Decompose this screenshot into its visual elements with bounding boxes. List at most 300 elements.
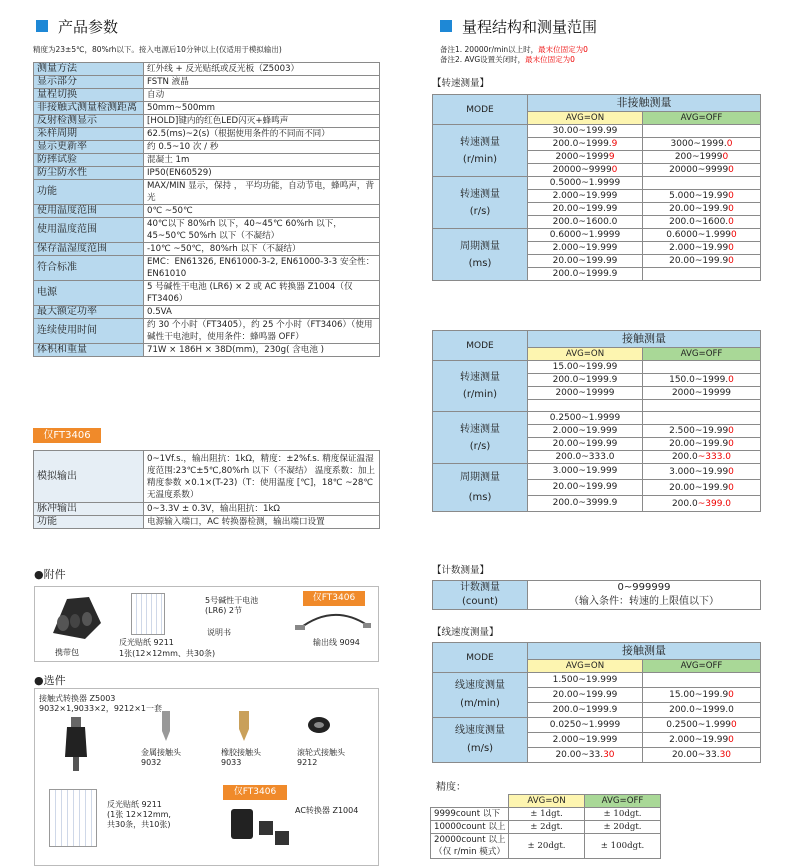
table-row — [431, 821, 661, 834]
spec-value: IP50(EN60529) — [144, 167, 380, 180]
range-cell: 200.0~1999.9 — [528, 268, 643, 281]
range-cell: 20.00~199.99 — [528, 255, 643, 268]
range-cell — [643, 361, 761, 374]
acc-ft3406-tag: 仅FT3406 — [303, 591, 365, 606]
range-cell: 200.0~1600.0 — [528, 216, 643, 229]
rps-cat-label: 转速测量 — [460, 423, 500, 435]
range-cell — [643, 203, 761, 216]
table-row — [34, 516, 380, 529]
spec-key: 电源 — [34, 281, 144, 306]
table-row — [34, 115, 380, 128]
ac-label: AC转换器 Z1004 — [295, 806, 359, 815]
accuracy-label: 精度： — [436, 782, 466, 793]
range-cell — [643, 688, 761, 703]
ft3406-key: 脉冲输出 — [34, 503, 144, 516]
range-cell — [643, 229, 761, 242]
range-cell — [528, 138, 643, 151]
range-cell: 2.000~19.999 — [528, 242, 643, 255]
range-cell: 200.0~1999.0 — [643, 703, 761, 718]
linear-table — [432, 642, 761, 763]
range-cell: 3.000~19.999 — [528, 464, 643, 480]
heading-square-icon — [440, 20, 452, 32]
metal-code: 9032 — [141, 758, 162, 767]
count-condition: （输入条件：转速的上限值以下） — [569, 596, 719, 607]
table-row — [34, 128, 380, 141]
opt-sticker-sub1: (1张 12×12mm, — [107, 810, 171, 819]
rps-unit: (r/s) — [469, 205, 491, 217]
wheel-tip-image — [307, 715, 331, 735]
accuracy-table — [430, 794, 661, 859]
spec-key: 显示更新率 — [34, 141, 144, 154]
ft3406-key: 功能 — [34, 516, 144, 529]
rps-category — [433, 177, 528, 229]
range-cell: 20.00~199.99 — [528, 438, 643, 451]
range-red: 0 — [728, 217, 734, 227]
noncontact-table — [432, 94, 761, 281]
battery-sub: (LR6) 2节 — [205, 606, 242, 615]
range-cell — [643, 164, 761, 177]
range-red: 0 — [728, 375, 734, 385]
range-red: ~399.0 — [697, 498, 732, 509]
mode-header: MODE — [433, 643, 528, 673]
table-row — [433, 464, 761, 480]
ft3406-key: 模拟输出 — [34, 451, 144, 503]
rubber-tip-image — [235, 709, 253, 743]
range-text: 200.0~1999. — [552, 139, 612, 149]
spec-value: 5 号碱性干电池 (LR6) × 2 或 AC 转换器 Z1004（仅 FT3406） — [144, 281, 380, 306]
table-row — [431, 795, 661, 808]
option-sticker-image — [49, 789, 97, 847]
accuracy-corner — [431, 795, 509, 808]
range-text: 200.0 — [671, 498, 698, 509]
range-cell: 0.0250~1.9999 — [528, 718, 643, 733]
spec-value: -10℃ ~50℃，80%rh 以下（不凝结） — [144, 243, 380, 256]
range-cell: 2.000~19.999 — [528, 425, 643, 438]
range-cell: 30.00~199.99 — [528, 125, 643, 138]
range-cell — [643, 748, 761, 763]
table-row — [433, 673, 761, 688]
period-unit: (ms) — [468, 257, 492, 269]
spec-key: 采样周期 — [34, 128, 144, 141]
table-row — [433, 95, 761, 112]
spec-key: 使用温度范围 — [34, 218, 144, 243]
ms-cat-label: 线速度测量 — [455, 725, 505, 736]
spec-value: EMC：EN61326, EN61000-3-2, EN61000-3-3 安全性：EN61010 — [144, 256, 380, 281]
spec-key: 连续使用时间 — [34, 319, 144, 344]
range-red: 9 — [611, 139, 618, 149]
range-cell — [528, 400, 643, 412]
range-text: 20.00~199.9 — [669, 439, 729, 449]
output-cable-image — [293, 607, 373, 637]
range-cell — [643, 151, 761, 164]
range-red: 0 — [728, 735, 734, 745]
ft3406-table — [33, 450, 380, 529]
range-text: 0.6000~1.999 — [666, 230, 732, 240]
range-red: 0 — [728, 191, 734, 201]
rpm-category — [433, 361, 528, 412]
table-row — [433, 718, 761, 733]
range-cell — [643, 242, 761, 255]
table-row — [431, 834, 661, 859]
noncontact-header: 非接触测量 — [528, 95, 761, 112]
ms-category — [433, 718, 528, 763]
table-row — [433, 229, 761, 242]
range-text: 20.00~199.9 — [669, 204, 729, 214]
range-cell — [528, 748, 643, 763]
period-category — [433, 229, 528, 281]
avg-off-header: AVG=OFF — [643, 348, 761, 361]
range-text: 2.000~19.99 — [669, 243, 729, 253]
range-cell: 15.00~199.99 — [528, 361, 643, 374]
rpm-cat-label: 转速测量 — [460, 372, 500, 383]
range-cell: 200.0~1999.9 — [528, 703, 643, 718]
rps-cat-label: 转速测量 — [460, 188, 500, 200]
range-text: 20.00~33. — [555, 750, 604, 760]
carry-case-image — [45, 593, 105, 643]
range-cell: 0.2500~1.9999 — [528, 412, 643, 425]
range-cell: 0.6000~1.9999 — [528, 229, 643, 242]
range-text: 20000~9999 — [669, 165, 729, 175]
count-cat-label: 计数测量 — [460, 582, 500, 593]
period-cat-label: 周期测量 — [460, 240, 500, 252]
sticker-label: 反光贴纸 9211 — [119, 638, 174, 647]
table-row — [34, 256, 380, 281]
acc-off-value: ± 20dgt. — [585, 821, 661, 834]
sticker-sheet-image — [131, 593, 165, 635]
count-range: 0~999999 — [617, 582, 671, 593]
table-row — [34, 63, 380, 76]
table-row — [34, 319, 380, 344]
wheel-code: 9212 — [297, 758, 318, 767]
range-note-1 — [440, 45, 588, 55]
table-row — [433, 361, 761, 374]
opt-sticker-sub2: 共30条，共10张) — [107, 820, 171, 829]
range-cell: 1.500~19.999 — [528, 673, 643, 688]
range-cell: 2.000~19.999 — [528, 733, 643, 748]
spec-value: 50mm~500mm — [144, 102, 380, 115]
table-row — [34, 344, 380, 357]
rpm-label: 【转速测量】 — [432, 78, 490, 89]
table-row — [34, 205, 380, 218]
spec-key: 反射检测显示 — [34, 115, 144, 128]
range-cell: 20.00~199.99 — [528, 480, 643, 496]
table-row — [34, 243, 380, 256]
spec-value: [HOLD]键内的红色LED闪灭+蜂鸣声 — [144, 115, 380, 128]
spec-table — [33, 62, 380, 357]
spec-value: 约 30 个小时（FT3405），约 25 个小时（FT3406）（使用碱性干电池时，使用条件：蜂鸣器 OFF） — [144, 319, 380, 344]
table-row — [34, 141, 380, 154]
range-cell: 200.0~1999.9 — [528, 374, 643, 387]
adapter-label: 接触式转换器 Z5003 — [39, 694, 116, 703]
contact-adapter-image — [55, 715, 105, 775]
table-row — [34, 89, 380, 102]
table-row — [433, 331, 761, 348]
range-cell: 20.00~199.99 — [528, 688, 643, 703]
linear-contact-header: 接触测量 — [528, 643, 761, 660]
spec-value: 红外线 + 反光贴纸或反光板（Z5003） — [144, 63, 380, 76]
spec-key: 防尘防水性 — [34, 167, 144, 180]
range-text: 20.00~33. — [671, 750, 720, 760]
spec-value: FSTN 液晶 — [144, 76, 380, 89]
range-red: 0 — [722, 152, 729, 162]
table-row — [34, 167, 380, 180]
avg-on-header: AVG=ON — [528, 660, 643, 673]
count-unit: (count) — [461, 596, 498, 607]
accessories-title: ●附件 — [34, 568, 66, 581]
rpm-unit: (r/min) — [462, 153, 498, 165]
range-red: 0 — [726, 139, 733, 149]
rpm-cat-label: 转速测量 — [460, 136, 500, 148]
range-heading — [440, 16, 597, 36]
period-unit: (ms) — [468, 491, 492, 503]
range-cell — [643, 177, 761, 190]
acc-key-line1: 20000count 以上 — [434, 835, 506, 845]
ft3406-value: 电源输入端口，AC 转换器检测，输出端口设置 — [144, 516, 380, 529]
range-text: 3000~1999. — [670, 139, 727, 149]
count-category — [433, 581, 528, 610]
heading-square-icon — [36, 20, 48, 32]
range-red: 0 — [728, 165, 734, 175]
spec-value: 0.5VA — [144, 306, 380, 319]
table-row — [433, 125, 761, 138]
mmin-unit: (m/min) — [460, 698, 500, 709]
range-cell — [643, 438, 761, 451]
range-cell — [643, 451, 761, 464]
ms-unit: (m/s) — [466, 743, 494, 754]
acc-key: 10000count 以上 — [431, 821, 509, 834]
ft3406-value: 0~1Vf.s.，输出阻抗：1kΩ，精度：±2%f.s. 精度保证温湿度范围:23℃±5℃,80%rh 以下（不凝结） 温度系数：加上精度参数 ×0.1×(T-23)（T：使用温度 [℃]，18℃ ~28℃无温度系数） — [144, 451, 380, 503]
range-cell — [528, 164, 643, 177]
range-text: 2.000~19.99 — [669, 735, 729, 745]
metal-tip-image — [159, 709, 173, 743]
range-cell — [643, 464, 761, 480]
contact-table — [432, 330, 761, 512]
avg-off-header: AVG=OFF — [643, 660, 761, 673]
range-text: 15.00~199.9 — [669, 690, 729, 700]
range-note-2-text: 备注2. AVG设置关闭时， — [440, 55, 526, 64]
rubber-code: 9033 — [221, 758, 242, 767]
avg-off-header: AVG=OFF — [643, 112, 761, 125]
rpm-category — [433, 125, 528, 177]
spec-key: 体积和重量 — [34, 344, 144, 357]
range-red: 9 — [608, 152, 615, 162]
opt-ft3406-tag: 仅FT3406 — [223, 785, 287, 800]
range-cell: 2000~19999 — [528, 387, 643, 400]
range-note-2-red: 最末位固定为0 — [525, 55, 575, 64]
range-cell — [643, 138, 761, 151]
spec-key: 最大额定功率 — [34, 306, 144, 319]
acc-on-header: AVG=ON — [509, 795, 585, 808]
range-cell — [643, 718, 761, 733]
range-red: 0 — [728, 690, 734, 700]
table-row — [34, 503, 380, 516]
period-cat-label: 周期测量 — [460, 471, 500, 483]
range-cell: 20.00~199.99 — [528, 203, 643, 216]
opt-sticker-label: 反光贴纸 9211 — [107, 800, 162, 809]
range-cell — [643, 400, 761, 412]
range-red: 30 — [603, 750, 615, 760]
range-red: 30 — [719, 750, 732, 760]
range-cell — [643, 268, 761, 281]
range-red: 0 — [728, 466, 734, 477]
range-cell: 200.0~3999.9 — [528, 496, 643, 512]
mmin-cat-label: 线速度测量 — [455, 680, 505, 691]
acc-on-value: ± 2dgt. — [509, 821, 585, 834]
spec-value: 自动 — [144, 89, 380, 102]
range-cell — [643, 733, 761, 748]
spec-key: 显示部分 — [34, 76, 144, 89]
product-spec-title: 产品参数 — [58, 17, 119, 36]
range-text: 2.500~19.99 — [669, 426, 729, 436]
spec-key: 功能 — [34, 180, 144, 205]
table-row — [433, 412, 761, 425]
spec-key: 防摔试验 — [34, 154, 144, 167]
spec-value: 混凝土 1m — [144, 154, 380, 167]
options-title: ●选件 — [34, 674, 66, 687]
range-text: 150.0~1999. — [669, 375, 729, 385]
range-text: 3.000~19.99 — [669, 466, 729, 477]
acc-key-line2: （仅 r/min 模式） — [434, 847, 506, 857]
spec-key: 使用温度范围 — [34, 205, 144, 218]
table-row — [34, 154, 380, 167]
rps-category — [433, 412, 528, 464]
mode-header: MODE — [433, 331, 528, 361]
table-row — [433, 177, 761, 190]
range-cell — [528, 151, 643, 164]
linear-label: 【线速度测量】 — [432, 627, 499, 638]
range-text: 200~1999 — [674, 152, 723, 162]
range-cell: 2.000~19.999 — [528, 190, 643, 203]
table-row — [433, 581, 761, 610]
options-box — [34, 688, 379, 866]
spec-value: MAX/MIN 显示，保持 ， 平均功能，自动节电，蜂鸣声，背光 — [144, 180, 380, 205]
manual-label: 说明书 — [207, 628, 231, 637]
spec-value: 0℃ ~50℃ — [144, 205, 380, 218]
range-text: 0.2500~1.999 — [666, 720, 732, 730]
rps-unit: (r/s) — [469, 440, 491, 452]
table-row — [34, 306, 380, 319]
spec-key: 测量方法 — [34, 63, 144, 76]
acc-off-value: ± 100dgt. — [585, 834, 661, 859]
acc-on-value: ± 1dgt. — [509, 808, 585, 821]
spec-value: 71W × 186H × 38D(mm)，230g( 含电池 ) — [144, 344, 380, 357]
table-row — [433, 643, 761, 660]
range-cell — [643, 425, 761, 438]
range-cell — [643, 255, 761, 268]
table-row — [34, 180, 380, 205]
spec-key: 量程切换 — [34, 89, 144, 102]
table-row — [431, 808, 661, 821]
spec-note: 精度为23±5℃，80%rh以下。接入电源后10分钟以上(仅适用于模拟输出) — [33, 45, 282, 54]
spec-key: 非接触式测量检测距离 — [34, 102, 144, 115]
table-row — [34, 76, 380, 89]
count-table — [432, 580, 761, 610]
spec-value: 约 0.5~10 次 / 秒 — [144, 141, 380, 154]
range-red: 0 — [728, 204, 734, 214]
battery-label: 5号碱性干电池 — [205, 596, 259, 605]
acc-key — [431, 834, 509, 859]
table-row — [34, 102, 380, 115]
case-label: 携带包 — [55, 648, 79, 657]
acc-off-value: ± 10dgt. — [585, 808, 661, 821]
avg-on-header: AVG=ON — [528, 348, 643, 361]
ft3406-only-tag: 仅FT3406 — [33, 428, 101, 443]
range-red: 0 — [611, 165, 618, 175]
range-text: 200.0~1600. — [669, 217, 729, 227]
table-row — [34, 451, 380, 503]
range-text: 20.00~199.9 — [669, 256, 729, 266]
range-red: 0 — [731, 230, 737, 240]
rpm-unit: (r/min) — [462, 389, 498, 400]
mode-header: MODE — [433, 95, 528, 125]
table-row — [34, 281, 380, 306]
spec-key: 符合标准 — [34, 256, 144, 281]
range-text: 200.0 — [671, 452, 698, 462]
ac-adapter-image — [225, 803, 295, 853]
range-red: 0 — [728, 482, 734, 493]
range-cell — [643, 496, 761, 512]
range-note-1-text: 备注1. 20000r/min以上时， — [440, 45, 539, 54]
range-text: 20.00~199.9 — [669, 482, 729, 493]
range-red: ~333.0 — [697, 452, 732, 462]
ft3406-value: 0~3.3V ± 0.3V，输出阻抗：1kΩ — [144, 503, 380, 516]
range-cell — [643, 673, 761, 688]
range-cell — [643, 374, 761, 387]
range-cell: 2000~19999 — [643, 387, 761, 400]
period-category — [433, 464, 528, 512]
accessories-box — [34, 586, 379, 662]
avg-on-header: AVG=ON — [528, 112, 643, 125]
sticker-sub: 1张(12×12mm、共30条) — [119, 649, 216, 658]
spec-value: 62.5(ms)~2(s)（根据使用条件的不同而不同） — [144, 128, 380, 141]
range-cell: 0.5000~1.9999 — [528, 177, 643, 190]
range-note-1-red: 最末位固定为0 — [538, 45, 588, 54]
adapter-sub: 9032×1,9033×2，9212×1一套 — [39, 704, 162, 713]
acc-key: 9999count 以下 — [431, 808, 509, 821]
acc-off-header: AVG=OFF — [585, 795, 661, 808]
metal-label: 金属接触头 — [141, 748, 181, 757]
range-text: 2000~1999 — [555, 152, 609, 162]
count-value — [528, 581, 761, 610]
range-cell — [643, 480, 761, 496]
mmin-category — [433, 673, 528, 718]
acc-on-value: ± 20dgt. — [509, 834, 585, 859]
range-title: 量程结构和测量范围 — [462, 17, 598, 36]
range-cell: 200.0~333.0 — [528, 451, 643, 464]
range-red: 0 — [728, 426, 734, 436]
cable-label: 输出线 9094 — [313, 638, 360, 647]
contact-header: 接触测量 — [528, 331, 761, 348]
range-red: 0 — [731, 720, 737, 730]
range-red: 0 — [728, 439, 734, 449]
range-note-2 — [440, 55, 575, 65]
table-row — [34, 218, 380, 243]
range-cell — [643, 125, 761, 138]
count-label: 【计数测量】 — [432, 565, 490, 576]
spec-key: 保存温湿度范围 — [34, 243, 144, 256]
range-cell — [643, 412, 761, 425]
spec-value: 40℃以下 80%rh 以下，40~45℃ 60%rh 以下，45~50℃ 50%rh 以下（不凝结） — [144, 218, 380, 243]
product-spec-heading — [36, 16, 118, 36]
rubber-label: 橡胶接触头 — [221, 748, 261, 757]
range-text: 20000~9999 — [552, 165, 612, 175]
range-cell — [643, 216, 761, 229]
wheel-label: 滚轮式接触头 — [297, 748, 345, 757]
range-cell — [643, 190, 761, 203]
range-text: 5.000~19.99 — [669, 191, 729, 201]
range-red: 0 — [728, 243, 734, 253]
range-red: 0 — [728, 256, 734, 266]
